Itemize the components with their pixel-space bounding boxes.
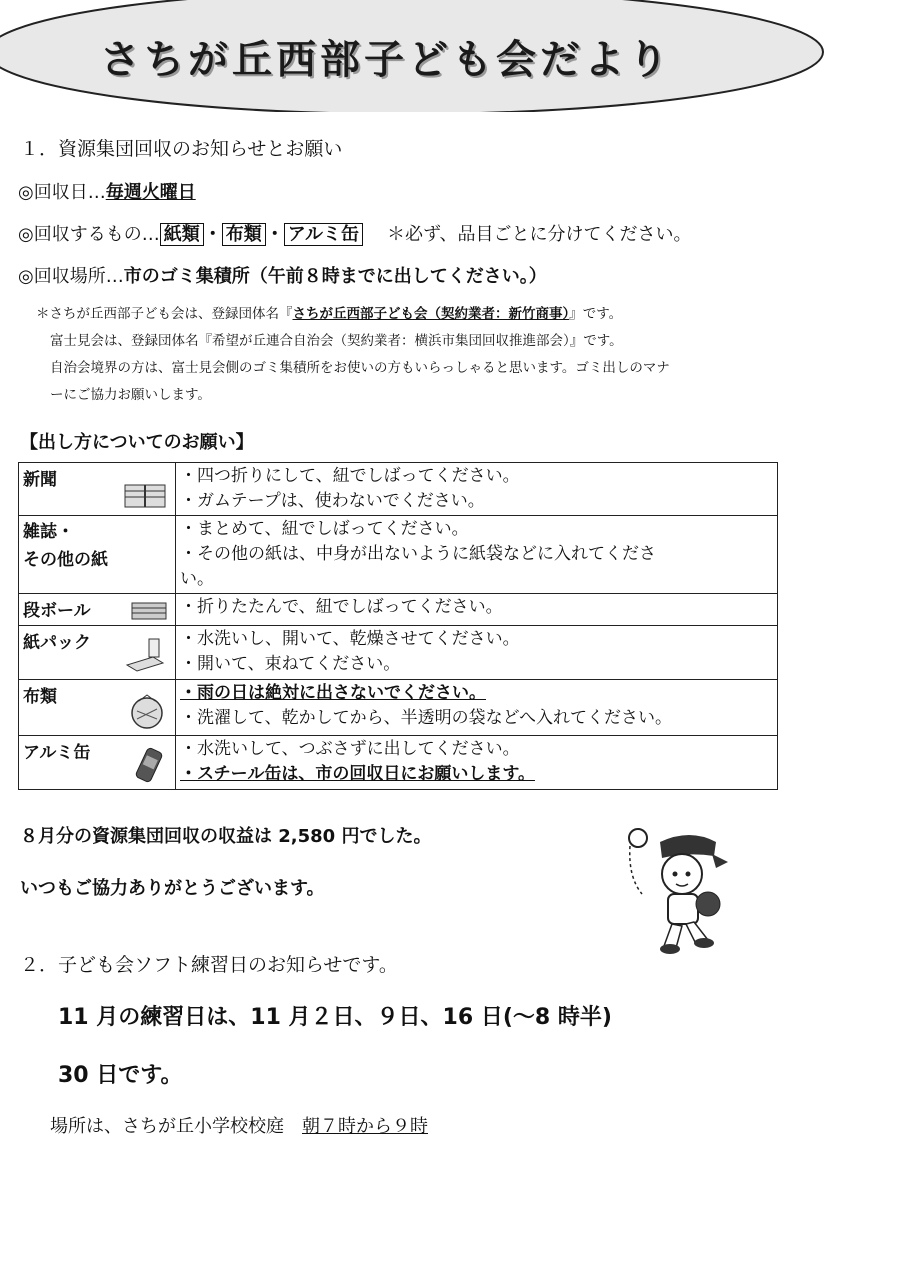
note-line-4: ーにご協力お願いします。 — [50, 387, 211, 403]
table-row — [19, 736, 778, 790]
note-line-3: 自治会境界の方は、富士見会側のゴミ集積所をお使いの方もいらっしゃると思います。ゴミ出しのマナ — [50, 360, 670, 376]
rules-heading: 【出し方についてのお願い】 — [20, 432, 254, 453]
collection-items-label: ◎回収するもの… — [18, 224, 160, 245]
instruction-cell — [176, 680, 778, 736]
category-label: 布類 — [23, 687, 57, 707]
instruction-line: い。 — [180, 569, 214, 589]
instruction-line: ・まとめて、紐でしばってください。 — [180, 519, 469, 539]
table-row — [19, 680, 778, 736]
instruction-cell — [176, 516, 778, 594]
instruction-cell — [176, 736, 778, 790]
instruction-line: ・洗濯して、乾かしてから、半透明の袋などへ入れてください。 — [180, 708, 672, 728]
category-cell — [19, 736, 176, 790]
instruction-line: ・ガムテープは、使わないでください。 — [180, 491, 485, 511]
category-cell — [19, 680, 176, 736]
instruction-line: ・その他の紙は、中身が出ないように紙袋などに入れてくださ — [180, 544, 656, 564]
instruction-cell — [176, 463, 778, 516]
category-cell — [19, 594, 176, 626]
instruction-cell — [176, 594, 778, 626]
item-separator: ・ — [265, 224, 284, 245]
milk-carton-icon — [123, 635, 169, 675]
collection-place-value: 市のゴミ集積所（午前８時までに出してください。） — [123, 266, 547, 287]
cloth-bundle-icon — [125, 691, 169, 731]
item-paper: 紙類 — [160, 223, 204, 246]
instruction-line: ・雨の日は絶対に出さないでください。 — [180, 683, 486, 703]
collection-day-value: 毎週火曜日 — [105, 182, 196, 203]
rules-table — [18, 462, 778, 790]
category-label: アルミ缶 — [23, 743, 91, 763]
practice-dates-line2: 30 日です。 — [58, 1063, 183, 1088]
softball-player-illustration — [620, 822, 735, 957]
aluminum-can-icon — [129, 745, 169, 785]
category-cell — [19, 516, 176, 594]
practice-place — [50, 1112, 428, 1138]
page-title: さちが丘西部子ども会だより — [100, 37, 672, 83]
category-label: 雑誌・ その他の紙 — [23, 522, 108, 570]
instruction-line: ・水洗いし、開いて、乾燥させてください。 — [180, 629, 520, 649]
collection-place — [18, 262, 547, 288]
item-aluminum: アルミ缶 — [284, 223, 363, 246]
instruction-line: ・水洗いして、つぶさずに出してください。 — [180, 739, 520, 759]
note1-org: さちが丘西部子ども会（契約業者：新竹商事） — [292, 306, 570, 322]
section2-heading: ２．子ども会ソフト練習日のお知らせです。 — [20, 954, 398, 976]
thanks-text: いつもご協力ありがとうございます。 — [20, 878, 325, 899]
practice-dates-line1: 11 月の練習日は、11 月２日、９日、16 日(～8 時半) — [58, 1005, 612, 1030]
item-separator: ・ — [203, 224, 222, 245]
note1-post: 』です。 — [569, 306, 623, 322]
item-cloth: 布類 — [222, 223, 266, 246]
instruction-line: ・折りたたんで、紐でしばってください。 — [180, 597, 503, 617]
category-cell — [19, 626, 176, 680]
newspaper-bundle-icon — [121, 475, 169, 511]
items-note: ＊必ず、品目ごとに分けてください。 — [387, 224, 692, 245]
instruction-line: ・スチール缶は、市の回収日にお願いします。 — [180, 764, 535, 784]
category-cell — [19, 463, 176, 516]
instruction-line: ・四つ折りにして、紐でしばってください。 — [180, 466, 520, 486]
proceeds-text: ８月分の資源集団回収の収益は 2,580 円でした。 — [20, 826, 432, 847]
table-row — [19, 626, 778, 680]
cardboard-stack-icon — [129, 597, 169, 623]
collection-day-label: ◎回収日… — [18, 182, 106, 203]
practice-time: 朝７時から９時 — [302, 1116, 428, 1137]
category-label: 紙パック — [23, 633, 91, 653]
section1-heading: １．資源集団回収のお知らせとお願い — [20, 138, 343, 160]
collection-items — [18, 220, 692, 246]
note-line-1 — [36, 306, 622, 322]
note1-pre: ＊さちが丘西部子ども会は、登録団体名『 — [36, 306, 293, 322]
collection-place-label: ◎回収場所… — [18, 266, 124, 287]
table-row — [19, 463, 778, 516]
category-label: 新聞 — [23, 470, 57, 490]
note-line-2: 富士見会は、登録団体名『希望が丘連合自治会（契約業者：横浜市集団回収推進部会）』です。 — [50, 333, 623, 349]
table-row — [19, 516, 778, 594]
instruction-line: ・開いて、束ねてください。 — [180, 654, 401, 674]
practice-place-label: 場所は、さちが丘小学校校庭 — [50, 1116, 302, 1137]
category-label: 段ボール — [23, 601, 91, 621]
table-row — [19, 594, 778, 626]
collection-day — [18, 178, 196, 204]
instruction-cell — [176, 626, 778, 680]
